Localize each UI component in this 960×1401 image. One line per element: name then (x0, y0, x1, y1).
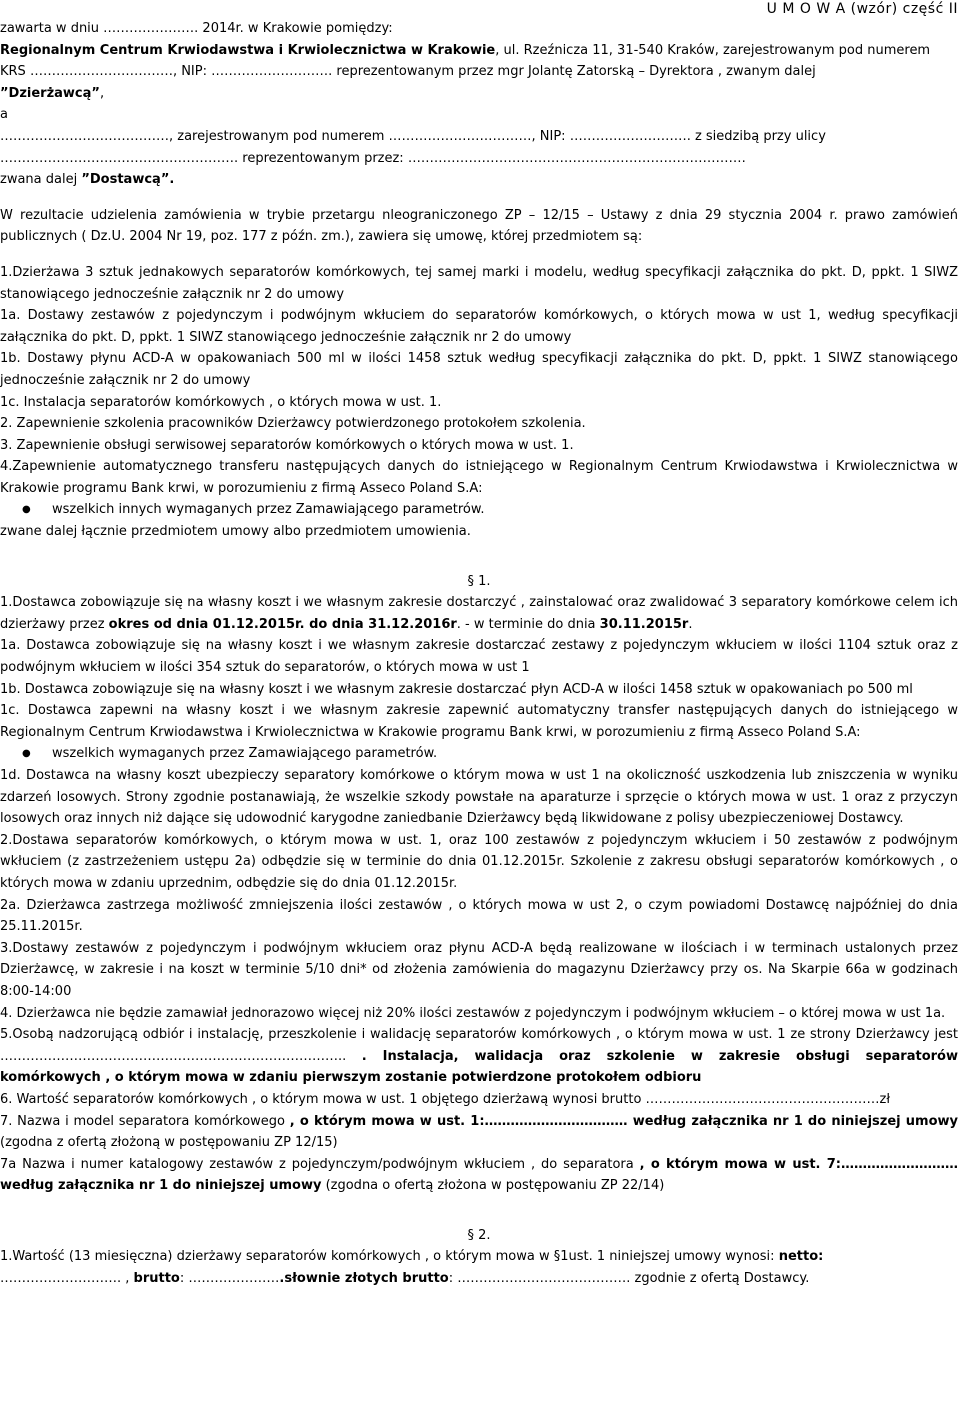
s1p1-period: okres od dnia 01.12.2015r. do dnia 31.12.2016r (108, 616, 457, 632)
s1p1-deadline: 30.11.2015r (599, 616, 689, 632)
spacer (0, 1197, 958, 1225)
bullet-list (0, 743, 958, 765)
section-1-p1a: 1a. Dostawca zobowiązuje się na własny koszt i we własnym zakresie dostarczać zestawy z pojedynczym wkłuciem w ilości 1104 sztuk oraz z podwójnym wkłuciem w ilości 354 sztuk do separatorów, o których mowa w ust 1 (0, 638, 958, 676)
s1p5-bold: . Instalacja, walidacja oraz szkolenie w zakresie obsługi separatorów komórkowych , o którym mowa w zdaniu pierwszym zostanie potwierdzone protokołem odbioru (0, 1048, 958, 1086)
s1p1-mid: . - w terminie do dnia (456, 616, 600, 632)
s2p1-dots2: : ………………… (179, 1271, 280, 1287)
list-item-1b: 1b. Dostawy płynu ACD-A w opakowaniach 500 ml w ilości 1458 sztuk według specyfikacji załącznika do pkt. D, ppkt. 1 SIWZ stanowiącego jednocześnie załącznik nr 2 do umowy (0, 351, 958, 388)
intro-tender-paragraph: W rezultacie udzielenia zamówienia w trybie przetargu nleograniczonego ZP – 12/15 – Ustawy z dnia 29 stycznia 2004 r. prawo zamówień publicznych ( Dz.U. 2004 Nr 19, poz. 177 z późn. zm.), zawiera się umowę, której przedmiotem są: (0, 207, 958, 245)
list-item-1: 1.Dzierżawa 3 sztuk jednakowych separatorów komórkowych, tej samej marki i modelu, według specyfikacji załącznika do pkt. D, ppkt. 1 SIWZ stanowiącego jednocześnie załącznik nr 2 do umowy (0, 264, 958, 302)
list-item-4: 4.Zapewnienie automatycznego transferu następujących danych do istniejącego w Regionalnym Centrum Krwiodawstwa i Krwiolecznictwa w Krakowie programu Bank krwi, w porozumieniu z firmą Asseco Poland S.A: (0, 459, 958, 496)
s1p5-text: 5.Osobą nadzorującą odbiór i instalację, przeszkolenie i walidację separatorów komórkowych , o którym mowa w ust. 1 ze strony Dzierżawcy jest …………………………………………………………………….. (0, 1027, 958, 1064)
section-1-p1d: 1d. Dostawca na własny koszt ubezpieczy separatory komórkowe o którym mowa w ust 1 na okoliczność uszkodzenia lub zniszczenia w wyniku zdarzeń losowych. Strony zgodnie postanawiają, że wszelkie szkody powstałe na aparaturze i sprzęcie o których mowa w ust. 1 oraz z przyczyn losowych oraz innych niż dające się udowodnić karygodne zaniedbanie Dzierżawcy będą likwidowane z polisy ubezpieczeniowej Dostawcy. (0, 768, 958, 827)
section-1-p7a (0, 1154, 958, 1197)
section-1-p7 (0, 1111, 958, 1154)
party1-address: , ul. Rzeźnicza 11, 31-540 Kraków, zarejestrowanym pod numerem (495, 42, 931, 58)
intro-date-line: zawarta w dniu …………………. 2014r. w Krakowie pomiędzy: (0, 21, 393, 36)
dostawca-pre: zwana dalej (0, 172, 82, 188)
section-1-p6: 6. Wartość separatorów komórkowych , o którym mowa w ust. 1 objętego dzierżawą wynosi brutto ………………………………………………zł (0, 1091, 891, 1107)
s2p1-dots: ………………………. , (0, 1271, 134, 1287)
list-item-2: 2. Zapewnienie szkolenia pracowników Dzierżawcy potwierdzonego protokołem szkolenia. (0, 416, 586, 432)
bullet-item: ● wszelkich wymaganych przez Zamawiającego parametrów. (52, 743, 958, 765)
dostawca-label: ”Dostawcą”. (81, 172, 175, 188)
intro-dostawca-line (0, 169, 958, 191)
bullet-list (0, 499, 958, 521)
dzierzawca-comma: , (99, 85, 105, 101)
intro-a-line: a (0, 107, 8, 123)
section-1-p1b: 1b. Dostawca zobowiązuje się na własny koszt i we własnym zakresie dostarczać płyn ACD-A w ilości 1458 sztuk w opakowaniach po 500 ml (0, 681, 913, 697)
s2p1-brutto: brutto (133, 1271, 180, 1287)
intro-dzierzawca-line (0, 83, 958, 105)
section-1-p2a: 2a. Dzierżawca zastrzega możliwość zmniejszenia ilości zestawów , o których mowa w ust 2, o czym powiadomi Dostawcę najpóźniej do dnia 25.11.2015r. (0, 897, 958, 935)
s1p7a-bold: , o którym mowa w ust. 7:……………………… według załącznika nr 1 do niniejszej umowy (0, 1156, 958, 1194)
list-closing: zwane dalej łącznie przedmiotem umowy albo przedmiotem umowienia. (0, 524, 471, 540)
section-1-heading: § 1. (467, 573, 491, 589)
section-2-p1-line2 (0, 1268, 958, 1290)
s2p1-text: 1.Wartość (13 miesięczna) dzierżawy separatorów komórkowych , o którym mowa w §1ust. 1 niniejszej umowy wynosi: (0, 1249, 779, 1265)
list-item-3: 3. Zapewnienie obsługi serwisowej separatorów komórkowych o których mowa w ust. 1. (0, 437, 574, 453)
s2p1-slownie: .słownie złotych brutto (279, 1271, 449, 1287)
spacer (0, 248, 958, 262)
dzierzawca-label: ”Dzierżawcą” (0, 85, 100, 101)
section-1-p1 (0, 592, 958, 635)
spacer (0, 191, 958, 205)
s1p1-end: . (688, 616, 693, 632)
list-item-1c: 1c. Instalacja separatorów komórkowych , o których mowa w ust. 1. (0, 394, 442, 410)
s1p7-bold: , o którym mowa w ust. 1:…………………………… według załącznika nr 1 do niniejszej umowy (289, 1113, 958, 1129)
intro-krs-line: KRS ……………………………, NIP: ………………………. reprezentowanym przez mgr Jolantę Zatorską – Dyrektora , zwanym dalej (0, 64, 816, 80)
s1p1-text: 1.Dostawca zobowiązuje się na własny koszt i we własnym zakresie dostarczyć , zainstalować oraz zwalidować 3 separatory komórkowe celem ich dzierżawy przez (0, 595, 958, 632)
spacer (0, 543, 958, 571)
section-1-p2: 2.Dostawa separatorów komórkowych, o którym mowa w ust. 1, oraz 100 zestawów z pojedynczym wkłuciem i 50 zestawów z podwójnym wkłuciem (z zastrzeżeniem ustępu 2a) odbędzie się w terminie do dnia 01.12.2015r. Szkolenie z zakresu obsługi separatorów komórkowych , o których mowa w zdaniu uprzednim, odbędzie się do dnia 01.12.2015r. (0, 832, 958, 891)
document-title: U M O W A (wzór) część II (766, 1, 958, 17)
s1p7a-text: 7a Nazwa i numer katalogowy zestawów z pojedynczym/podwójnym wkłuciem , do separatora (0, 1156, 640, 1172)
intro-party2-line: …………………………………, zarejestrowanym pod numerem ……………………………, NIP: ………………………. z siedzibą przy ulicy (0, 128, 826, 144)
party1-name: Regionalnym Centrum Krwiodawstwa i Krwiolecznictwa w Krakowie (0, 42, 496, 58)
section-1-p1c: 1c. Dostawca zapewni na własny koszt i we własnym zakresie zapewnić automatyczny transfer następujących danych do istniejącego w Regionalnym Centrum Krwiodawstwa i Krwiolecznictwa w Krakowie programu Bank krwi, w porozumieniu z firmą Asseco Poland S.A: (0, 703, 958, 740)
intro-represented-line: ………………………………………………. reprezentowanym przez: …………………………………………………………………… (0, 150, 746, 166)
intro-party1-line (0, 40, 958, 62)
section-1-p4: 4. Dzierżawca nie będzie zamawiał jednorazowo więcej niż 20% ilości zestawów z pojedynczym i podwójnym wkłuciem – o której mowa w ust 1a. (0, 1005, 946, 1021)
s2p1-end: : …………………………………. zgodnie z ofertą Dostawcy. (448, 1271, 810, 1287)
list-item-1a: 1a. Dostawy zestawów z pojedynczym i podwójnym wkłuciem do separatorów komórkowych, o których mowa w ust 1, według specyfikacji załącznika do pkt. D, ppkt. 1 SIWZ stanowiącego jednocześnie załącznik nr 2 do umowy (0, 308, 958, 345)
section-2-heading: § 2. (467, 1227, 491, 1243)
s2p1-netto: netto: (778, 1249, 824, 1265)
s1p7-text: 7. Nazwa i model separatora komórkowego (0, 1113, 290, 1129)
s1p7-end: (zgodna z ofertą złożoną w postępowaniu ZP 12/15) (0, 1135, 338, 1151)
section-1-p3: 3.Dostawy zestawów z pojedynczym i podwójnym wkłuciem oraz płynu ACD-A będą realizowane w ilościach i w terminach ustalonych przez Dzierżawcę, w zakresie i na koszt w terminie 5/10 dni* od złożenia zamówienia do magazynu Dzierżawcy przy os. Na Skarpie 66a w godzinach 8:00-14:00 (0, 940, 958, 999)
bullet-item: ● wszelkich innych wymaganych przez Zamawiającego parametrów. (52, 499, 958, 521)
section-2-p1 (0, 1246, 958, 1268)
section-1-p5 (0, 1024, 958, 1089)
s1p7a-end: (zgodna o ofertą złożona w postępowaniu ZP 22/14) (321, 1178, 665, 1194)
